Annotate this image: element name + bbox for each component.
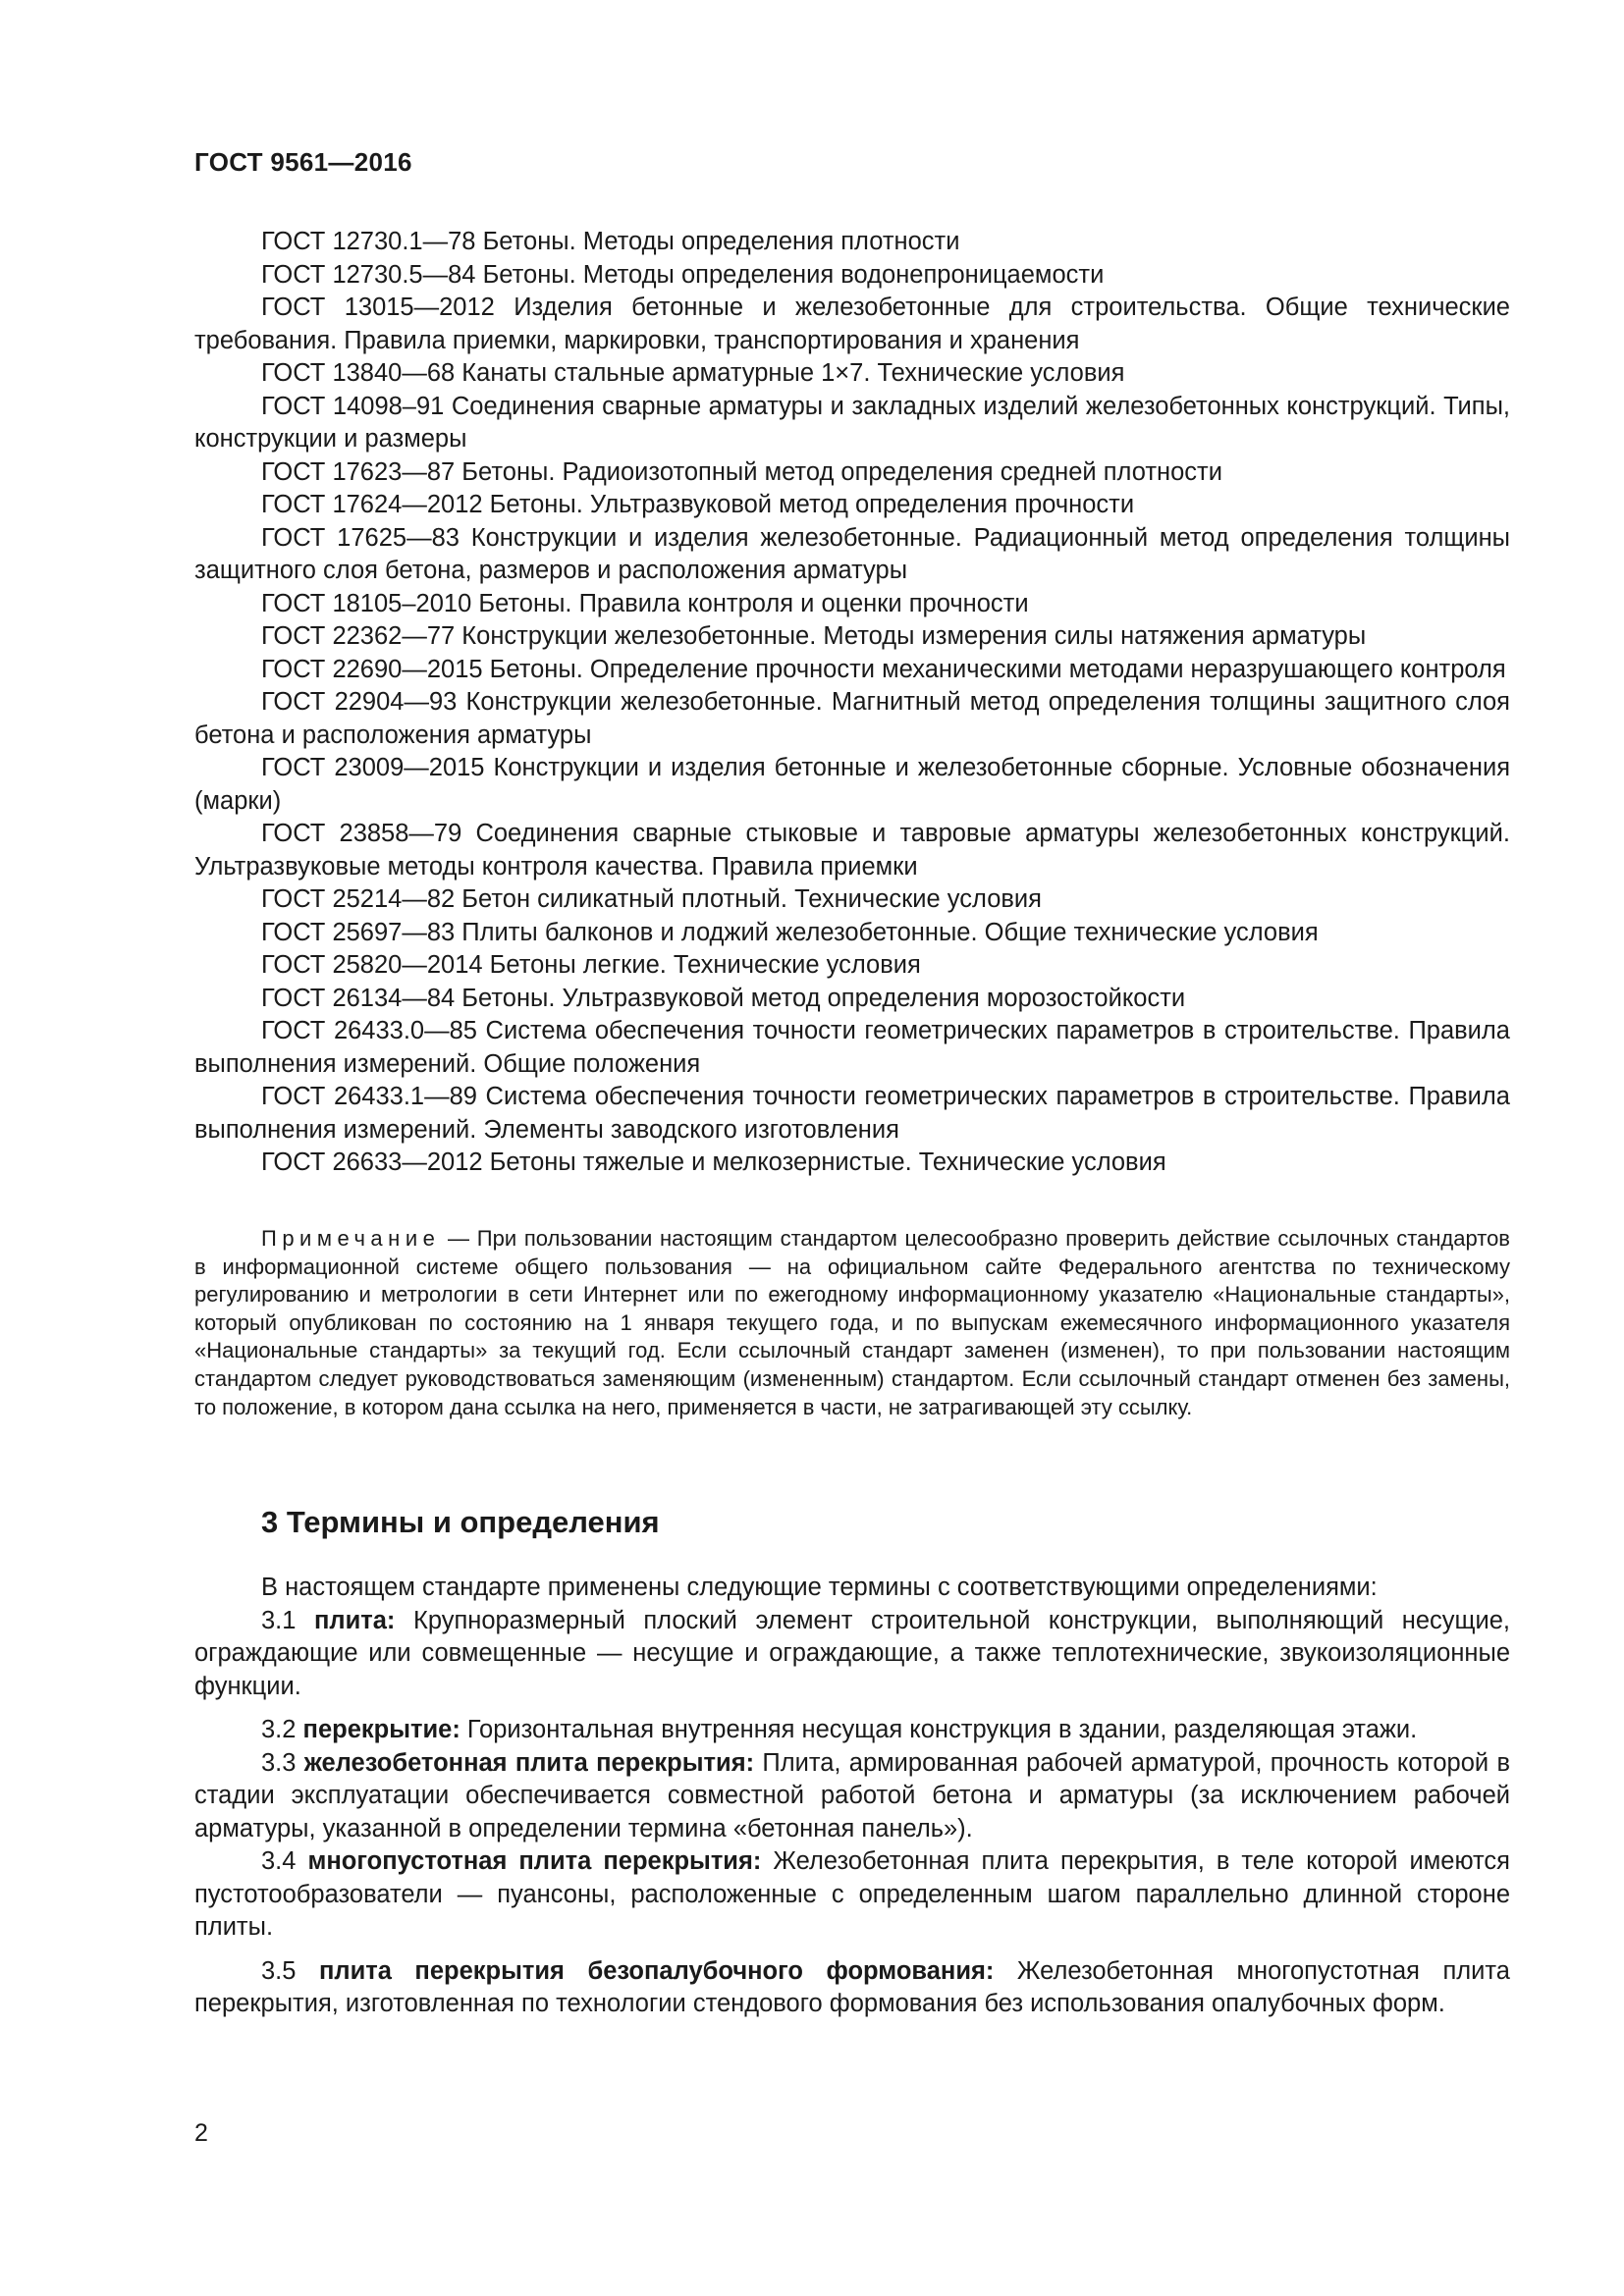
term-number: 3.5 xyxy=(261,1956,319,1985)
term-definition xyxy=(194,1845,1510,1945)
term-text: Железобетонная многопустотная плита перекрытия, изготовленная по технологии стендового формования без использования опалубочных форм. xyxy=(194,1956,1510,2017)
reference-item: ГОСТ 25697—83 Плиты балконов и лоджий железобетонные. Общие технические условия xyxy=(261,918,1319,946)
term-definition xyxy=(194,1955,1510,2021)
term-name: многопустотная плита перекрытия: xyxy=(307,1847,762,1875)
term-number: 3.1 xyxy=(261,1606,314,1634)
terms-intro: В настоящем стандарте применены следующие термины с соответствующими определениями: xyxy=(261,1574,1378,1601)
reference-item: ГОСТ 22362—77 Конструкции железобетонные. Методы измерения силы натяжения арматуры xyxy=(261,622,1367,650)
reference-item: ГОСТ 18105–2010 Бетоны. Правила контроля и оценки прочности xyxy=(261,589,1029,617)
term-number: 3.2 xyxy=(261,1716,303,1743)
reference-item: ГОСТ 12730.1—78 Бетоны. Методы определения плотности xyxy=(261,228,960,255)
reference-item: ГОСТ 26433.0—85 Система обеспечения точности геометрических параметров в строительстве. Правила выполнения измерений. Общие положения xyxy=(194,1017,1510,1078)
reference-item: ГОСТ 13840—68 Канаты стальные арматурные 1×7. Технические условия xyxy=(261,359,1125,387)
reference-item: ГОСТ 25820—2014 Бетоны легкие. Технические условия xyxy=(261,951,921,979)
term-text: Плита, армированная рабочей арматурой, прочность которой в стадии эксплуатации обеспечивается совместной работой бетона и арматуры (за исключением рабочей арматуры, указанной в определении термина «бетонная панель»). xyxy=(194,1748,1510,1842)
document-page xyxy=(194,0,1510,2296)
term-definition xyxy=(194,1605,1510,1704)
term-text: Железобетонная плита перекрытия, в теле которой имеются пустотообразователи — пуансоны, расположенные с определенным шагом параллельно длинной стороне плиты. xyxy=(194,1847,1510,1941)
note-paragraph xyxy=(194,1225,1510,1421)
reference-item: ГОСТ 26433.1—89 Система обеспечения точности геометрических параметров в строительстве. Правила выполнения измерений. Элементы заводского изготовления xyxy=(194,1083,1510,1144)
term-text: Горизонтальная внутренняя несущая конструкция в здании, разделяющая этажи. xyxy=(460,1716,1418,1743)
reference-item: ГОСТ 26633—2012 Бетоны тяжелые и мелкозернистые. Технические условия xyxy=(261,1148,1166,1176)
reference-item: ГОСТ 22690—2015 Бетоны. Определение прочности механическими методами неразрушающего контроля xyxy=(261,655,1506,683)
reference-item: ГОСТ 14098–91 Соединения сварные арматуры и закладных изделий железобетонных конструкций. Типы, конструкции и размеры xyxy=(194,392,1510,453)
reference-item: ГОСТ 17623—87 Бетоны. Радиоизотопный метод определения средней плотности xyxy=(261,457,1222,486)
term-name: плита перекрытия безопалубочного формования: xyxy=(318,1956,995,1985)
note-text: — При пользовании настоящим стандартом целесообразно проверить действие ссылочных стандартов в информационной системе общего пользования — на официальном сайте Федерального агентства по техническому регулированию и метрологии в сети Интернет или по ежегодному информационному указателю «Национальные стандарты», который опубликован по состоянию на 1 января текущего года, и по выпускам ежемесячного информационного указателя «Национальные стандарты» за текущий год. Если ссылочный стандарт заменен (изменен), то при пользовании настоящим стандартом следует руководствоваться заменяющим (измененным) стандартом. Если ссылочный стандарт отменен без замены, то положение, в котором дана ссылка на него, применяется в части, не затрагивающей эту ссылку. xyxy=(194,1226,1510,1419)
page-number: 2 xyxy=(194,2119,208,2147)
term-name: железобетонная плита перекрытия: xyxy=(303,1748,755,1777)
reference-item: ГОСТ 22904—93 Конструкции железобетонные. Магнитный метод определения толщины защитного слоя бетона и расположения арматуры xyxy=(194,688,1510,749)
term-definition xyxy=(194,1714,1510,1747)
reference-item: ГОСТ 25214—82 Бетон силикатный плотный. Технические условия xyxy=(261,885,1042,913)
section-3-title: 3 Термины и определения xyxy=(261,1505,660,1539)
reference-item: ГОСТ 23858—79 Соединения сварные стыковые и тавровые арматуры железобетонных конструкций. Ультразвуковые методы контроля качества. Правила приемки xyxy=(194,820,1510,881)
term-number: 3.3 xyxy=(261,1748,304,1777)
normative-references-list xyxy=(194,226,1510,1180)
term-number: 3.4 xyxy=(261,1847,308,1875)
reference-item: ГОСТ 13015—2012 Изделия бетонные и железобетонные для строительства. Общие технические требования. Правила приемки, маркировки, транспортирования и хранения xyxy=(194,294,1510,354)
document-header: ГОСТ 9561—2016 xyxy=(194,147,412,177)
reference-item: ГОСТ 17625—83 Конструкции и изделия железобетонные. Радиационный метод определения толщины защитного слоя бетона, размеров и расположения арматуры xyxy=(194,523,1510,584)
term-definition xyxy=(194,1747,1510,1846)
term-name: перекрытие: xyxy=(302,1716,460,1743)
reference-item: ГОСТ 17624—2012 Бетоны. Ультразвуковой метод определения прочности xyxy=(261,491,1135,518)
reference-item: ГОСТ 26134—84 Бетоны. Ультразвуковой метод определения морозостойкости xyxy=(261,984,1186,1012)
note-label: Примечание xyxy=(261,1226,441,1251)
reference-item: ГОСТ 12730.5—84 Бетоны. Методы определения водонепроницаемости xyxy=(261,260,1105,289)
note-block xyxy=(194,1225,1510,1421)
terms-section xyxy=(194,1572,1510,2021)
reference-item: ГОСТ 23009—2015 Конструкции и изделия бетонные и железобетонные сборные. Условные обозначения (марки) xyxy=(194,754,1510,815)
term-text: Крупноразмерный плоский элемент строительной конструкции, выполняющий несущие, ограждающие или совмещенные — несущие и ограждающие, а также теплотехнические, звукоизоляционные функции. xyxy=(194,1606,1510,1700)
term-name: плита: xyxy=(313,1606,396,1634)
